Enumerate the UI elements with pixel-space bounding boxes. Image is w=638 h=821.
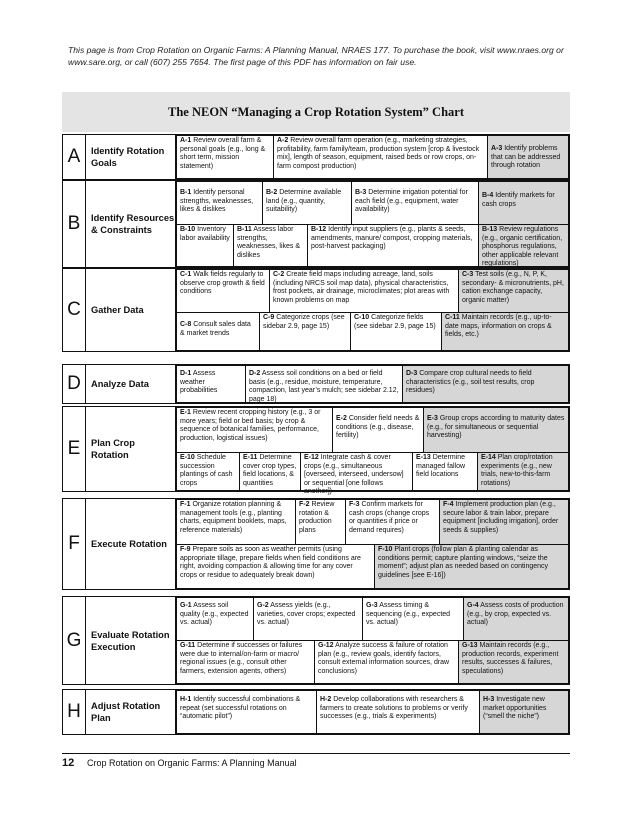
- cell-f2: F-2 Review rotation & production plans: [295, 499, 346, 545]
- row-name: Identify Resources & Constraints: [86, 181, 176, 267]
- footer-rule: [62, 753, 570, 754]
- row-letter: F: [63, 499, 86, 589]
- cell-f4: F-4 Implement production plan (e.g., secure labor & train labor, prepare equipment [including irrigation], order seeds & supplies): [439, 499, 569, 545]
- cell-a3: A-3 Identify problems that can be addressed through rotation: [487, 135, 569, 179]
- cell-e1: E-1 Review recent cropping history (e.g., 3 or more years; field or bed basis; by crop & sequence of botanical families, performance, production, logistical issues): [176, 407, 333, 453]
- neon-chart: [62, 88, 570, 821]
- cell-c2: C-2 Create field maps including acreage, land, soils (including NRCS soil map data), physical characteristics, frost pockets, air drainage, microclimates; plot areas with known problems on map: [269, 269, 459, 313]
- cell-b10: B-10 Inventory labor availability: [176, 224, 234, 267]
- cell-e3: E-3 Group crops according to maturity dates (e.g., for simultaneous or sequential harvesting): [423, 407, 569, 453]
- cell-h2: H-2 Develop collaborations with researchers & farmers to create solutions to problems or verify successes (e.g., trials & experiments): [316, 690, 480, 734]
- row-letter: D: [63, 365, 86, 403]
- cell-g1: G-1 Assess soil quality (e.g., expected vs. actual): [176, 597, 254, 641]
- row-h: [62, 689, 570, 735]
- cell-c1: C-1 Walk fields regularly to observe crop growth & field conditions: [176, 269, 270, 313]
- cell-g12: G-12 Analyze success & failure of rotation plan (e.g., review goals, identify factors, consult external information sources, draw conclusions): [314, 640, 459, 684]
- cell-e2: E-2 Consider field needs & conditions (e.g., disease, fertility): [332, 407, 424, 453]
- cell-f10: F-10 Plant crops (follow plan & planting calendar as conditions permit; capture planting windows, “seize the moment”; adjust plan as needed based on contingency guidelines [see E-16]): [374, 544, 569, 589]
- cell-g2: G-2 Assess yields (e.g., varieties, cover crops; expected vs. actual): [253, 597, 363, 641]
- cell-b3: B-3 Determine irrigation potential for each field (e.g., equipment, water availability): [351, 181, 479, 225]
- chart-title-bar: [62, 92, 570, 132]
- row-name: Adjust Rotation Plan: [86, 690, 176, 734]
- row-letter: C: [63, 269, 86, 351]
- row-d: [62, 364, 570, 404]
- cell-e10: E-10 Schedule succession plantings of cash crops: [176, 452, 240, 491]
- cell-b2: B-2 Determine available land (e.g., quantity, suitability): [262, 181, 352, 225]
- cell-g13: G-13 Maintain records (e.g., production records, experiment results, successes & failures, speculations): [458, 640, 569, 684]
- cell-c9: C-9 Categorize crops (see sidebar 2.9, page 15): [259, 312, 351, 351]
- cell-e11: E-11 Determine cover crop types, field locations, & quantities: [239, 452, 301, 491]
- cell-g11: G-11 Determine if successes or failures were due to internal/on-farm or macro/ regional issues (e.g., consult other farmers, extension agents, others): [176, 640, 315, 684]
- cell-g3: G-3 Assess timing & sequencing (e.g., expected vs. actual): [362, 597, 464, 641]
- cell-f9: F-9 Prepare soils as soon as weather permits (using appropriate tillage, prepare fields when field conditions are right, avoiding compaction & allowing time for any cover crops or residue to adequately break down): [176, 544, 375, 589]
- cell-f1: F-1 Organize rotation planning & management tools (e.g., planting charts, equipment booklets, maps, reference materials): [176, 499, 296, 545]
- book-title: Crop Rotation on Organic Farms: A Planning Manual: [87, 758, 297, 768]
- row-name: Analyze Data: [86, 365, 176, 403]
- cell-d3: D-3 Compare crop cultural needs to field characteristics (e.g., soil test results, crop residues): [402, 365, 569, 403]
- cell-b4: B-4 Identify markets for cash crops: [478, 181, 569, 225]
- cell-g4: G-4 Assess costs of production (e.g., by crop, expected vs. actual): [463, 597, 569, 641]
- row-g: [62, 596, 570, 685]
- cell-b12: B-12 Identify input suppliers (e.g., plants & seeds, amendments, manure/ compost, cropping materials, post-harvest packaging): [307, 224, 479, 267]
- cell-d2: D-2 Assess soil conditions on a bed or field basis (e.g., residue, moisture, temperature, compaction, last year’s mulch; see sidebar 2.12, page 18): [245, 365, 403, 403]
- row-letter: H: [63, 690, 86, 734]
- chart-title: The NEON “Managing a Crop Rotation System” Chart: [168, 104, 464, 119]
- row-f: [62, 498, 570, 590]
- cell-c8: C-8 Consult sales data & market trends: [176, 312, 260, 351]
- cell-e14: E-14 Plan crop/rotation experiments (e.g., new trials, new-to-this-farm rotations): [477, 452, 569, 491]
- row-letter: G: [63, 597, 86, 684]
- cell-d1: D-1 Assess weather probabilities: [176, 365, 246, 403]
- cell-h3: H-3 Investigate new market opportunities (“smell the niche”): [479, 690, 569, 734]
- page-number: 12: [62, 757, 75, 769]
- cell-e12: E-12 Integrate cash & cover crops (e.g., simultaneous [overseed, interseed, undersow] or sequential [one follows another]): [300, 452, 413, 491]
- row-name: Plan Crop Rotation: [86, 407, 176, 491]
- row-name: Identify Rotation Goals: [86, 135, 176, 179]
- row-e: [62, 406, 570, 496]
- row-name: Evaluate Rotation Execution: [86, 597, 176, 684]
- row-letter: B: [63, 181, 86, 267]
- cell-b1: B-1 Identify personal strengths, weaknesses, likes & dislikes: [176, 181, 263, 225]
- cell-a1: A-1 Review overall farm & personal goals (e.g., long & short term, mission statement): [176, 135, 274, 179]
- cell-f3: F-3 Confirm markets for cash crops (change crops or quantities if price or demand requires): [345, 499, 440, 545]
- cell-a2: A-2 Review overall farm operation (e.g., marketing strategies, profitability, farm family/team, production system [crop & livestock mix], length of season, equipment, raised beds or row crops, on-farm compost production): [273, 135, 488, 179]
- row-letter: E: [63, 407, 86, 491]
- cell-b13: B-13 Review regulations (e.g., organic certification, phosphorus regulations, other applicable relevant regulations): [478, 224, 569, 267]
- cell-c11: C-11 Maintain records (e.g., up-to-date maps, information on crops & fields, etc.): [441, 312, 569, 351]
- cell-h1: H-1 Identify successful combinations & repeat (set successful rotations on “automatic pilot”): [176, 690, 317, 734]
- row-c: [62, 268, 570, 352]
- row-name: Gather Data: [86, 269, 176, 351]
- row-name: Execute Rotation: [86, 499, 176, 589]
- cell-c10: C-10 Categorize fields (see sidebar 2.9, page 15): [350, 312, 442, 351]
- cell-b11: B-11 Assess labor strengths, weaknesses, likes & dislikes: [233, 224, 308, 267]
- cell-e13: E-13 Determine managed fallow field locations: [412, 452, 478, 491]
- row-letter: A: [63, 135, 86, 179]
- row-b: [62, 180, 570, 268]
- fair-use-notice: This page is from Crop Rotation on Organic Farms: A Planning Manual, NRAES 177. To purchase the book, visit www.nraes.org or www.sare.org, or call (607) 255 7654. The first page of this PDF has information on fair use.: [68, 45, 564, 67]
- cell-c3: C-3 Test soils (e.g., N, P, K, secondary- & micronutrients, pH, cation exchange capacity, organic matter): [458, 269, 569, 313]
- row-a: [62, 134, 570, 180]
